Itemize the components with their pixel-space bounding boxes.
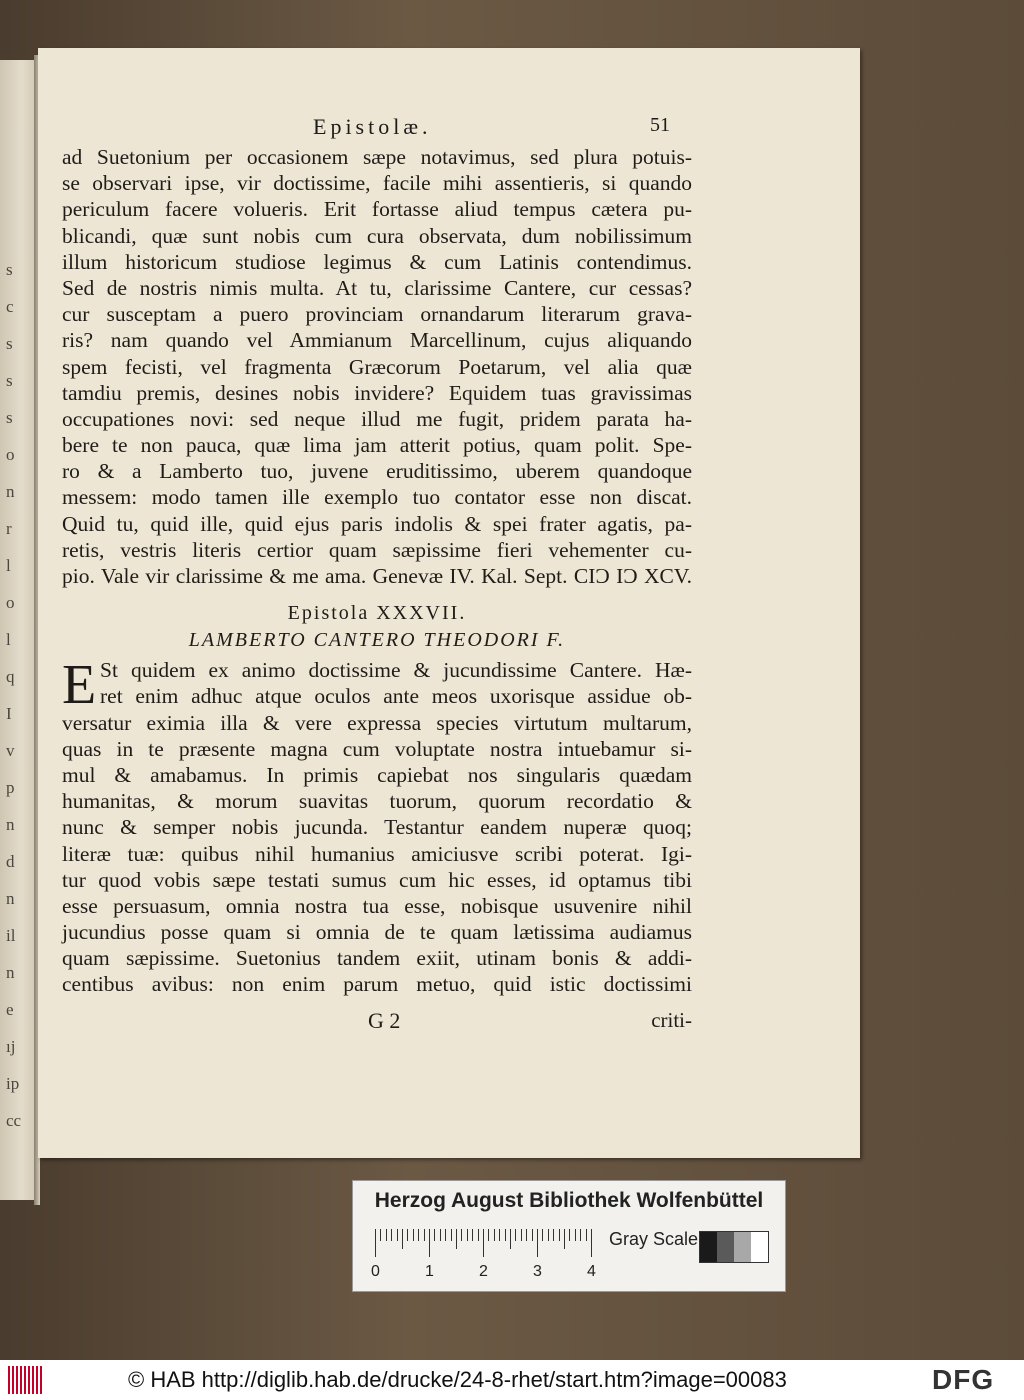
edge-letter: il: [6, 926, 16, 945]
ruler-tick: [440, 1229, 441, 1241]
epistle-heading: Epistola XXXVII.: [287, 602, 467, 625]
card-title: Herzog August Bibliothek Wolfenbüttel: [374, 1189, 764, 1212]
ruler-tick: [575, 1229, 576, 1241]
edge-letter: p: [6, 778, 15, 797]
ruler-tick: [461, 1229, 462, 1241]
edge-letter: l: [6, 556, 11, 575]
edge-letter: cc: [6, 1111, 22, 1130]
text-line: quas in te præsente magna cum voluptate nostra intuebamur si-: [62, 736, 692, 761]
text-line: illum historicum studiose legimus & cum Latinis contendimus.: [62, 249, 692, 274]
text-line: spem fecisti, vel fragmenta Græcorum Poetarum, vel alia quæ: [62, 354, 692, 379]
running-head: Epistolæ.: [313, 114, 432, 139]
text-line: ret enim adhuc atque oculos ante meos uxorisque assidue ob-: [100, 684, 692, 709]
ruler-tick: [586, 1229, 587, 1241]
edge-letter: s: [6, 334, 13, 353]
gray-scale-label: Gray Scale: [609, 1229, 699, 1249]
text-line: periculum facere volueris. Erit fortasse aliud tempus cætera pu-: [62, 197, 692, 222]
ruler-tick: [548, 1229, 549, 1241]
text-line: centibus avibus: non enim parum metuo, quid istic doctissimi: [62, 972, 692, 997]
edge-letter: s: [6, 408, 13, 427]
edge-letter: r: [6, 519, 12, 538]
page-footer: [62, 1008, 692, 1038]
ruler-tick: [499, 1229, 500, 1241]
ruler-tick: [380, 1229, 381, 1241]
ruler-number: 1: [425, 1263, 434, 1280]
text-line: humanitas, & morum suavitas tuorum, quorum recordatio &: [62, 789, 692, 814]
ruler-tick: [424, 1229, 425, 1241]
ruler-number: 3: [533, 1263, 542, 1280]
ruler-tick: [515, 1229, 516, 1241]
ruler-tick: [591, 1229, 592, 1257]
ruler-tick: [526, 1229, 527, 1241]
ruler-tick: [413, 1229, 414, 1241]
ruler-tick: [559, 1229, 560, 1241]
ruler-tick: [478, 1229, 479, 1241]
edge-letter: n: [6, 963, 15, 982]
ruler-tick: [451, 1229, 452, 1241]
gray-swatch: [751, 1232, 768, 1262]
text-line: versatur eximia illa & vere expressa species virtutum multarum,: [62, 710, 692, 735]
ruler-tick: [472, 1229, 473, 1241]
edge-letter: s: [6, 371, 13, 390]
edge-letter: ip: [6, 1074, 20, 1093]
epistle-addressee: LAMBERTO CANTERO THEODORI F.: [188, 629, 566, 652]
gray-swatch: [734, 1232, 751, 1262]
edge-letter: d: [6, 852, 15, 871]
ruler-tick: [537, 1229, 538, 1257]
copyright-url[interactable]: © HAB http://diglib.hab.de/drucke/24-8-rhet/start.htm?image=00083: [128, 1367, 787, 1392]
document-page: [38, 48, 860, 1158]
gray-swatch: [717, 1232, 734, 1262]
catchword: criti-: [651, 1007, 692, 1032]
ruler-tick: [553, 1229, 554, 1241]
ruler-tick: [375, 1229, 376, 1257]
text-line: bere te non pauca, quæ lima jam atterit potius, quam polit. Spe-: [62, 433, 692, 458]
text-line: blicandi, quæ sunt nobis cum cura observata, dum nobilissimum: [62, 223, 692, 248]
text-line: retis, vestris literis certior quam sæpissime fieri vehementer cu-: [62, 537, 692, 562]
text-line: tamdiu premis, desines nobis invidere? Equidem tuas gravissimas: [62, 380, 692, 405]
edge-letter: c: [6, 297, 14, 316]
text-line: esse persuasum, omnia nostra tua esse, nobisque usuvenire nihil: [62, 893, 692, 918]
text-line: quam sæpissime. Suetonius tandem exiit, utinam bonis & addi-: [62, 946, 692, 971]
ruler-tick: [467, 1229, 468, 1241]
edge-letter: n: [6, 482, 15, 501]
ruler-tick: [386, 1229, 387, 1241]
ruler-tick: [407, 1229, 408, 1241]
text-line: Quid tu, quid ille, quid ejus paris indolis & spei frater agatis, pa-: [62, 511, 692, 536]
edge-letter: o: [6, 445, 15, 464]
ruler-number: 0: [371, 1263, 380, 1280]
text-line: se observari ipse, vir doctissime, facile mihi assentieris, si quando: [62, 171, 692, 196]
edge-letter: e: [6, 1000, 14, 1019]
text-line: cur susceptam a puero provinciam ornandarum literarum grava-: [62, 302, 692, 327]
text-block: [62, 144, 692, 1038]
ruler-number: 2: [479, 1263, 488, 1280]
ruler-tick: [494, 1229, 495, 1241]
text-line: St quidem ex animo doctissime & jucundissime Cantere. Hæ-: [100, 658, 692, 683]
ruler-tick: [418, 1229, 419, 1241]
text-line: Sed de nostris nimis multa. At tu, clarissime Cantere, cur cessas?: [62, 275, 692, 300]
ruler-tick: [580, 1229, 581, 1241]
ruler-tick: [569, 1229, 570, 1241]
ruler-tick: [488, 1229, 489, 1241]
text-line: ris? nam quando vel Ammianum Marcellinum, cujus aliquando: [62, 328, 692, 353]
text-line: mul & amabamus. In primis capiebat nos singularis quædam: [62, 762, 692, 787]
letter-body-first: [62, 144, 692, 589]
letter-body-second: [62, 654, 692, 997]
text-line: occupationes novi: sed neque illud me fugit, pridem parata ha-: [62, 406, 692, 431]
ruler-tick: [434, 1229, 435, 1241]
text-line: jucundius posse quam si omnia de te quam lætissima audiamus: [62, 920, 692, 945]
gray-scale-swatches: [699, 1231, 769, 1263]
edge-letter: q: [6, 667, 15, 686]
scale-ruler: [371, 1229, 596, 1280]
ruler-tick: [532, 1229, 533, 1241]
ruler-tick: [445, 1229, 446, 1241]
ruler-tick: [521, 1229, 522, 1241]
hab-barcode-icon: [8, 1366, 42, 1394]
text-line: literæ tuæ: quibus nihil humanius amiciusve scribi poterat. Igi-: [62, 841, 692, 866]
ruler-number: 4: [587, 1263, 596, 1280]
edge-letter: n: [6, 815, 15, 834]
edge-letter: s: [6, 260, 13, 279]
ruler-tick: [397, 1229, 398, 1241]
color-reference-card: [352, 1180, 786, 1292]
text-line: ad Suetonium per occasionem sæpe notavimus, sed plura potuis-: [62, 145, 692, 169]
ruler-tick: [456, 1229, 457, 1249]
edge-letter: I: [6, 704, 12, 723]
ruler-tick: [429, 1229, 430, 1257]
page-header: [38, 114, 860, 144]
ruler-tick: [542, 1229, 543, 1241]
page-number: 51: [650, 114, 670, 136]
edge-letter: v: [6, 741, 15, 760]
edge-letter: l: [6, 630, 11, 649]
ruler-tick: [510, 1229, 511, 1249]
ruler-tick: [564, 1229, 565, 1249]
text-line: nunc & semper nobis jucunda. Testantur eandem nuperæ quoq;: [62, 815, 692, 840]
ruler-tick: [483, 1229, 484, 1257]
footer-bar: [0, 1360, 1024, 1400]
ruler-tick: [391, 1229, 392, 1241]
left-page-edge: [0, 60, 36, 1200]
text-line: tur quod vobis sæpe testati sumus cum hic esses, id optamus tibi: [62, 867, 692, 892]
ruler-tick: [402, 1229, 403, 1249]
text-line: messem: modo tamen ille exemplo tuo contator esse non discat.: [62, 485, 692, 510]
edge-letter: n: [6, 889, 15, 908]
edge-letter: ıj: [6, 1037, 16, 1056]
text-line: ro & a Lamberto tuo, juvene eruditissimo, uberem quandoque: [62, 459, 692, 484]
text-line: pio. Vale vir clarissime & me ama. Genevæ IV. Kal. Sept. CIƆ IƆ XCV.: [62, 564, 692, 588]
dfg-logo: DFG: [932, 1364, 995, 1395]
drop-cap: E: [62, 654, 97, 717]
gray-swatch: [700, 1232, 717, 1262]
signature-mark: G 2: [368, 1007, 401, 1033]
ruler-tick: [505, 1229, 506, 1241]
edge-letter: o: [6, 593, 15, 612]
